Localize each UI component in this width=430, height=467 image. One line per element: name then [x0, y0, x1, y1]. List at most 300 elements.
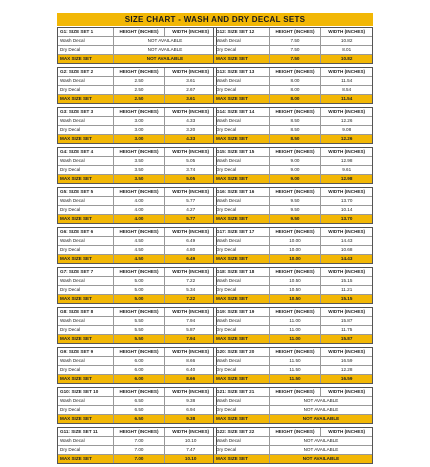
- size-set-table: [57, 227, 217, 264]
- table-header-row: [58, 188, 216, 196]
- max-height: 11.00: [269, 335, 321, 343]
- table-header-row: [214, 188, 372, 196]
- size-set-table: [213, 427, 373, 464]
- wash-label: Wash Decal: [60, 318, 85, 323]
- wash-decal-row: [214, 316, 372, 325]
- set-name: G6: SIZE SET 6: [60, 229, 94, 234]
- dry-height: 6.50: [113, 406, 165, 414]
- wash-width: 15.15: [320, 277, 372, 285]
- max-width: 6.49: [164, 255, 216, 263]
- max-width: 9.38: [164, 415, 216, 423]
- dry-width: 3.20: [164, 126, 216, 134]
- width-header: WIDTH (INCHES): [164, 428, 216, 436]
- wash-decal-row: [214, 116, 372, 125]
- dry-label: Dry Decal: [216, 327, 237, 332]
- height-header: HEIGHT (INCHES): [269, 308, 321, 316]
- max-height: 2.50: [113, 95, 165, 103]
- max-label: MAX SIZE SET: [60, 56, 92, 61]
- set-name: G3: SIZE SET 3: [60, 109, 94, 114]
- max-width: 7.94: [164, 335, 216, 343]
- wash-width: 9.38: [164, 397, 216, 405]
- max-label: MAX SIZE SET: [60, 176, 92, 181]
- dry-decal-row: [58, 205, 216, 214]
- size-set-table: [57, 427, 217, 464]
- set-name: G21: SIZE SET 21: [216, 389, 255, 394]
- set-name: G19: SIZE SET 19: [216, 309, 255, 314]
- dry-height: 2.50: [113, 86, 165, 94]
- height-header: HEIGHT (INCHES): [269, 28, 321, 36]
- wash-label: Wash Decal: [216, 398, 241, 403]
- table-header-row: [214, 308, 372, 316]
- table-header-row: [214, 268, 372, 276]
- max-width: 14.43: [320, 255, 372, 263]
- size-set-table: [57, 67, 217, 104]
- size-set-table: [213, 267, 373, 304]
- dry-decal-row: [214, 445, 372, 454]
- width-header: WIDTH (INCHES): [164, 148, 216, 156]
- max-size-row: [58, 454, 216, 463]
- wash-width: 10.10: [164, 437, 216, 445]
- max-width: 5.77: [164, 215, 216, 223]
- dry-decal-row: [214, 325, 372, 334]
- size-set-table: [57, 307, 217, 344]
- max-size-row: [214, 294, 372, 303]
- table-header-row: [214, 228, 372, 236]
- max-height: 10.50: [269, 295, 321, 303]
- dry-width: 7.47: [164, 446, 216, 454]
- table-header-row: [214, 28, 372, 36]
- dry-width: 9.08: [320, 126, 372, 134]
- size-set-table: [213, 107, 373, 144]
- dry-width: 2.67: [164, 86, 216, 94]
- max-size-row: [214, 214, 372, 223]
- dry-label: Dry Decal: [216, 447, 237, 452]
- wash-decal-row: [58, 196, 216, 205]
- height-header: HEIGHT (INCHES): [113, 308, 165, 316]
- dry-height: 4.00: [113, 206, 165, 214]
- dry-decal-row: [58, 325, 216, 334]
- wash-height: 5.00: [113, 277, 165, 285]
- wash-height: 2.50: [113, 77, 165, 85]
- set-name: G16: SIZE SET 16: [216, 189, 255, 194]
- wash-label: Wash Decal: [216, 438, 241, 443]
- not-available-text: NOT AVAILABLE: [113, 55, 216, 63]
- wash-height: 3.00: [113, 117, 165, 125]
- wash-height: 10.00: [269, 237, 321, 245]
- dry-width: 5.34: [164, 286, 216, 294]
- wash-height: 4.00: [113, 197, 165, 205]
- max-width: 3.61: [164, 95, 216, 103]
- dry-decal-row: [58, 445, 216, 454]
- wash-label: Wash Decal: [216, 278, 241, 283]
- set-name: G20: SIZE SET 20: [216, 349, 255, 354]
- max-width: 12.26: [320, 135, 372, 143]
- wash-height: 3.50: [113, 157, 165, 165]
- wash-label: Wash Decal: [60, 198, 85, 203]
- wash-width: 7.94: [164, 317, 216, 325]
- wash-height: 6.50: [113, 397, 165, 405]
- width-header: WIDTH (INCHES): [164, 28, 216, 36]
- dry-label: Dry Decal: [216, 247, 237, 252]
- size-set-table: [213, 147, 373, 184]
- table-header-row: [214, 68, 372, 76]
- width-header: WIDTH (INCHES): [164, 188, 216, 196]
- dry-label: Dry Decal: [60, 407, 81, 412]
- wash-width: 16.59: [320, 357, 372, 365]
- size-set-table: [57, 347, 217, 384]
- dry-decal-row: [58, 45, 216, 54]
- max-label: MAX SIZE SET: [216, 56, 248, 61]
- dry-width: 3.74: [164, 166, 216, 174]
- set-name: G12: SIZE SET 12: [216, 29, 255, 34]
- dry-height: 3.00: [113, 126, 165, 134]
- size-set-table: [57, 107, 217, 144]
- width-header: WIDTH (INCHES): [320, 228, 372, 236]
- dry-height: 6.00: [113, 366, 165, 374]
- table-header-row: [58, 228, 216, 236]
- dry-decal-row: [214, 125, 372, 134]
- wash-label: Wash Decal: [216, 318, 241, 323]
- dry-decal-row: [58, 285, 216, 294]
- dry-width: 11.21: [320, 286, 372, 294]
- height-header: HEIGHT (INCHES): [113, 388, 165, 396]
- table-header-row: [58, 28, 216, 36]
- max-label: MAX SIZE SET: [60, 456, 92, 461]
- wash-label: Wash Decal: [60, 398, 85, 403]
- wash-decal-row: [58, 316, 216, 325]
- table-header-row: [214, 388, 372, 396]
- not-available-text: NOT AVAILABLE: [269, 406, 372, 414]
- dry-height: 5.50: [113, 326, 165, 334]
- max-label: MAX SIZE SET: [60, 336, 92, 341]
- dry-height: 5.00: [113, 286, 165, 294]
- wash-height: 7.00: [113, 437, 165, 445]
- not-available-text: NOT AVAILABLE: [269, 446, 372, 454]
- max-label: MAX SIZE SET: [60, 96, 92, 101]
- set-name: G13: SIZE SET 13: [216, 69, 255, 74]
- dry-height: 7.50: [269, 46, 321, 54]
- height-header: HEIGHT (INCHES): [113, 28, 165, 36]
- wash-label: Wash Decal: [216, 198, 241, 203]
- set-name: G5: SIZE SET 5: [60, 189, 94, 194]
- wash-decal-row: [58, 356, 216, 365]
- chart-title: SIZE CHART - WASH AND DRY DECAL SETS: [57, 13, 373, 26]
- wash-label: Wash Decal: [216, 238, 241, 243]
- height-header: HEIGHT (INCHES): [113, 108, 165, 116]
- wash-label: Wash Decal: [60, 38, 85, 43]
- set-name: G2: SIZE SET 2: [60, 69, 94, 74]
- height-header: HEIGHT (INCHES): [269, 388, 321, 396]
- wash-decal-row: [58, 396, 216, 405]
- height-header: HEIGHT (INCHES): [269, 428, 321, 436]
- wash-height: 9.00: [269, 157, 321, 165]
- wash-height: 5.50: [113, 317, 165, 325]
- table-header-row: [58, 108, 216, 116]
- dry-width: 11.75: [320, 326, 372, 334]
- set-name: G15: SIZE SET 15: [216, 149, 255, 154]
- wash-width: 11.54: [320, 77, 372, 85]
- wash-label: Wash Decal: [60, 118, 85, 123]
- wash-label: Wash Decal: [216, 38, 241, 43]
- max-label: MAX SIZE SET: [60, 376, 92, 381]
- wash-height: 9.50: [269, 197, 321, 205]
- dry-label: Dry Decal: [60, 447, 81, 452]
- width-header: WIDTH (INCHES): [164, 308, 216, 316]
- wash-height: 6.00: [113, 357, 165, 365]
- dry-label: Dry Decal: [216, 287, 237, 292]
- dry-width: 10.14: [320, 206, 372, 214]
- max-height: 5.50: [113, 335, 165, 343]
- max-height: 6.00: [113, 375, 165, 383]
- max-label: MAX SIZE SET: [216, 136, 248, 141]
- table-header-row: [214, 148, 372, 156]
- not-available-text: NOT AVAILABLE: [269, 397, 372, 405]
- max-label: MAX SIZE SET: [216, 416, 248, 421]
- not-available-text: NOT AVAILABLE: [113, 46, 216, 54]
- dry-label: Dry Decal: [60, 367, 81, 372]
- wash-height: 11.50: [269, 357, 321, 365]
- width-header: WIDTH (INCHES): [320, 188, 372, 196]
- wash-decal-row: [214, 396, 372, 405]
- table-header-row: [214, 428, 372, 436]
- dry-label: Dry Decal: [216, 367, 237, 372]
- wash-height: 8.00: [269, 77, 321, 85]
- wash-label: Wash Decal: [216, 118, 241, 123]
- dry-label: Dry Decal: [216, 87, 237, 92]
- max-width: 15.15: [320, 295, 372, 303]
- set-name: G4: SIZE SET 4: [60, 149, 94, 154]
- height-header: HEIGHT (INCHES): [113, 148, 165, 156]
- size-set-table: [57, 187, 217, 224]
- max-label: MAX SIZE SET: [216, 256, 248, 261]
- set-name: G1: SIZE SET 1: [60, 29, 94, 34]
- height-header: HEIGHT (INCHES): [113, 348, 165, 356]
- dry-label: Dry Decal: [60, 327, 81, 332]
- max-size-row: [214, 334, 372, 343]
- table-header-row: [58, 428, 216, 436]
- max-width: 12.98: [320, 175, 372, 183]
- dry-decal-row: [58, 365, 216, 374]
- dry-decal-row: [214, 85, 372, 94]
- dry-label: Dry Decal: [60, 167, 81, 172]
- table-header-row: [58, 348, 216, 356]
- max-label: MAX SIZE SET: [216, 176, 248, 181]
- dry-width: 4.80: [164, 246, 216, 254]
- table-header-row: [214, 108, 372, 116]
- set-name: G8: SIZE SET 8: [60, 309, 94, 314]
- height-header: HEIGHT (INCHES): [269, 348, 321, 356]
- wash-width: 5.77: [164, 197, 216, 205]
- wash-label: Wash Decal: [216, 158, 241, 163]
- size-set-table: [213, 187, 373, 224]
- dry-label: Dry Decal: [216, 407, 237, 412]
- table-header-row: [58, 68, 216, 76]
- size-set-table: [57, 387, 217, 424]
- size-set-table: [213, 387, 373, 424]
- dry-label: Dry Decal: [60, 287, 81, 292]
- dry-label: Dry Decal: [60, 247, 81, 252]
- max-label: MAX SIZE SET: [216, 336, 248, 341]
- dry-decal-row: [58, 125, 216, 134]
- wash-decal-row: [214, 236, 372, 245]
- dry-decal-row: [214, 165, 372, 174]
- table-header-row: [58, 388, 216, 396]
- max-width: 15.87: [320, 335, 372, 343]
- set-name: G7: SIZE SET 7: [60, 269, 94, 274]
- max-height: 4.50: [113, 255, 165, 263]
- dry-height: 11.00: [269, 326, 321, 334]
- dry-width: 12.28: [320, 366, 372, 374]
- dry-width: 6.40: [164, 366, 216, 374]
- max-label: MAX SIZE SET: [60, 256, 92, 261]
- max-size-row: [58, 254, 216, 263]
- max-size-row: [214, 374, 372, 383]
- dry-height: 11.50: [269, 366, 321, 374]
- max-size-row: [214, 94, 372, 103]
- height-header: HEIGHT (INCHES): [113, 228, 165, 236]
- dry-height: 7.00: [113, 446, 165, 454]
- max-width: 10.10: [164, 455, 216, 463]
- max-height: 9.00: [269, 175, 321, 183]
- width-header: WIDTH (INCHES): [164, 228, 216, 236]
- dry-label: Dry Decal: [60, 207, 81, 212]
- dry-decal-row: [58, 165, 216, 174]
- max-label: MAX SIZE SET: [60, 296, 92, 301]
- dry-height: 10.00: [269, 246, 321, 254]
- width-header: WIDTH (INCHES): [320, 148, 372, 156]
- right-column: [213, 27, 366, 467]
- width-header: WIDTH (INCHES): [320, 28, 372, 36]
- table-header-row: [58, 308, 216, 316]
- max-width: 4.33: [164, 135, 216, 143]
- dry-label: Dry Decal: [216, 127, 237, 132]
- max-size-row: [58, 174, 216, 183]
- wash-label: Wash Decal: [60, 438, 85, 443]
- dry-height: 10.50: [269, 286, 321, 294]
- width-header: WIDTH (INCHES): [164, 268, 216, 276]
- wash-width: 12.98: [320, 157, 372, 165]
- set-name: G14: SIZE SET 14: [216, 109, 255, 114]
- dry-width: 10.68: [320, 246, 372, 254]
- wash-label: Wash Decal: [216, 78, 241, 83]
- wash-width: 15.87: [320, 317, 372, 325]
- dry-decal-row: [214, 245, 372, 254]
- wash-height: 7.50: [269, 37, 321, 45]
- height-header: HEIGHT (INCHES): [113, 188, 165, 196]
- wash-width: 3.61: [164, 77, 216, 85]
- dry-width: 8.54: [320, 86, 372, 94]
- max-size-row: [214, 174, 372, 183]
- dry-width: 5.87: [164, 326, 216, 334]
- dry-decal-row: [214, 45, 372, 54]
- dry-label: Dry Decal: [60, 47, 81, 52]
- height-header: HEIGHT (INCHES): [269, 228, 321, 236]
- max-label: MAX SIZE SET: [216, 296, 248, 301]
- height-header: HEIGHT (INCHES): [269, 188, 321, 196]
- wash-decal-row: [58, 116, 216, 125]
- max-size-row: [214, 54, 372, 63]
- max-size-row: [214, 254, 372, 263]
- wash-label: Wash Decal: [60, 278, 85, 283]
- wash-label: Wash Decal: [60, 358, 85, 363]
- width-header: WIDTH (INCHES): [164, 388, 216, 396]
- wash-width: 5.05: [164, 157, 216, 165]
- height-header: HEIGHT (INCHES): [269, 148, 321, 156]
- dry-decal-row: [58, 85, 216, 94]
- max-size-row: [58, 334, 216, 343]
- dry-height: 9.50: [269, 206, 321, 214]
- max-label: MAX SIZE SET: [216, 216, 248, 221]
- table-header-row: [214, 348, 372, 356]
- max-width: 16.59: [320, 375, 372, 383]
- height-header: HEIGHT (INCHES): [113, 268, 165, 276]
- wash-decal-row: [58, 436, 216, 445]
- max-width: 8.66: [164, 375, 216, 383]
- wash-decal-row: [214, 76, 372, 85]
- size-set-table: [213, 307, 373, 344]
- dry-decal-row: [214, 405, 372, 414]
- max-width: 13.70: [320, 215, 372, 223]
- wash-width: 4.33: [164, 117, 216, 125]
- table-header-row: [58, 268, 216, 276]
- wash-decal-row: [214, 276, 372, 285]
- width-header: WIDTH (INCHES): [320, 68, 372, 76]
- max-height: 8.50: [269, 135, 321, 143]
- wash-decal-row: [214, 36, 372, 45]
- wash-label: Wash Decal: [60, 158, 85, 163]
- max-label: MAX SIZE SET: [60, 416, 92, 421]
- max-label: MAX SIZE SET: [60, 136, 92, 141]
- dry-height: 9.00: [269, 166, 321, 174]
- not-available-text: NOT AVAILABLE: [269, 455, 372, 463]
- wash-label: Wash Decal: [60, 78, 85, 83]
- wash-decal-row: [214, 196, 372, 205]
- wash-width: 12.26: [320, 117, 372, 125]
- not-available-text: NOT AVAILABLE: [269, 415, 372, 423]
- max-width: 11.54: [320, 95, 372, 103]
- not-available-text: NOT AVAILABLE: [113, 37, 216, 45]
- dry-decal-row: [214, 205, 372, 214]
- max-size-row: [58, 134, 216, 143]
- dry-height: 4.50: [113, 246, 165, 254]
- dry-label: Dry Decal: [216, 207, 237, 212]
- max-height: 10.00: [269, 255, 321, 263]
- width-header: WIDTH (INCHES): [164, 68, 216, 76]
- dry-width: 6.94: [164, 406, 216, 414]
- height-header: HEIGHT (INCHES): [269, 108, 321, 116]
- wash-label: Wash Decal: [216, 358, 241, 363]
- max-size-row: [214, 414, 372, 423]
- set-name: G10: SIZE SET 10: [60, 389, 99, 394]
- wash-decal-row: [214, 156, 372, 165]
- wash-decal-row: [58, 76, 216, 85]
- max-size-row: [214, 454, 372, 463]
- dry-label: Dry Decal: [216, 167, 237, 172]
- dry-label: Dry Decal: [60, 127, 81, 132]
- dry-label: Dry Decal: [216, 47, 237, 52]
- size-set-table: [213, 347, 373, 384]
- height-header: HEIGHT (INCHES): [113, 428, 165, 436]
- size-set-table: [213, 27, 373, 64]
- dry-width: 4.27: [164, 206, 216, 214]
- dry-decal-row: [214, 365, 372, 374]
- max-size-row: [58, 214, 216, 223]
- max-size-row: [214, 134, 372, 143]
- max-width: 5.05: [164, 175, 216, 183]
- width-header: WIDTH (INCHES): [164, 108, 216, 116]
- wash-width: 10.82: [320, 37, 372, 45]
- width-header: WIDTH (INCHES): [164, 348, 216, 356]
